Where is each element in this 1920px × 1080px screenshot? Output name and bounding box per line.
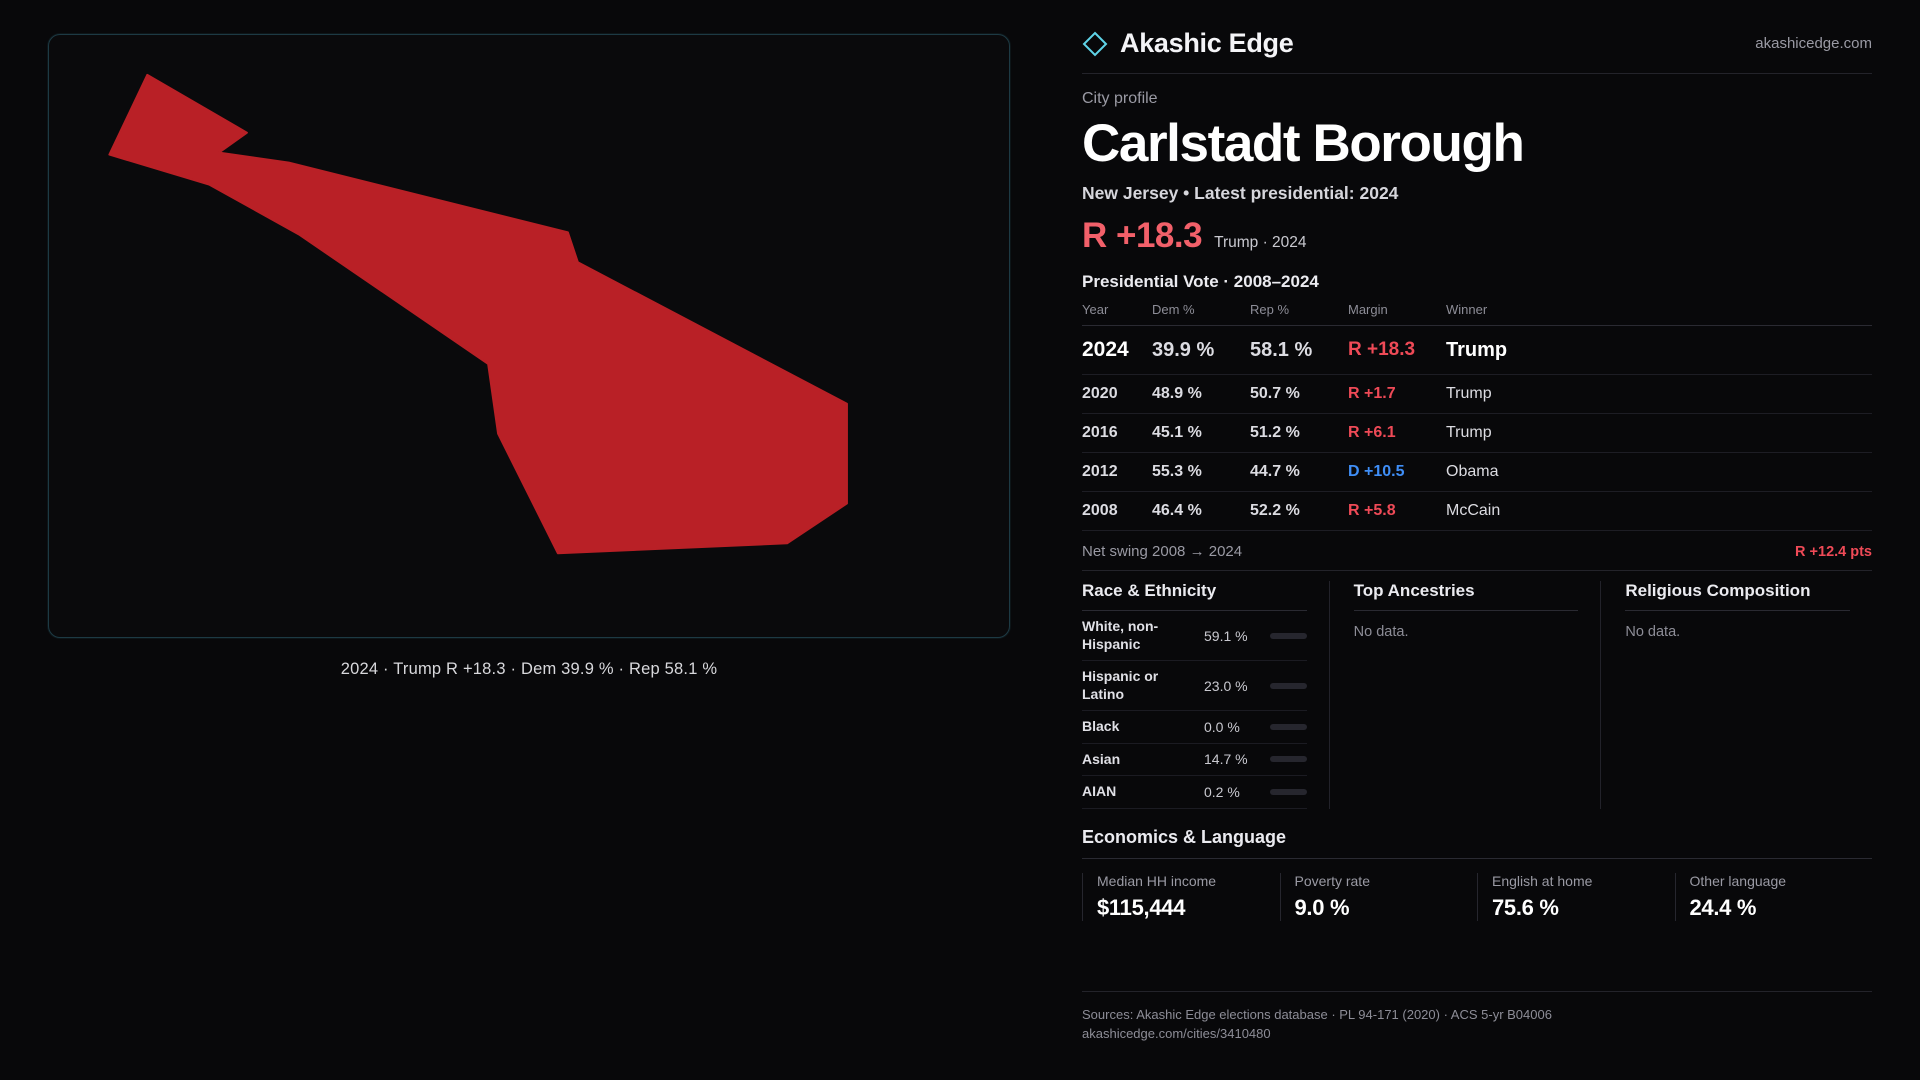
economics-title: Economics & Language (1082, 827, 1872, 859)
cell-dem: 48.9 % (1152, 375, 1250, 414)
headline-margin-detail: Trump · 2024 (1214, 234, 1307, 252)
religion-empty: No data. (1625, 624, 1681, 641)
cell-year: 2016 (1082, 414, 1152, 453)
brand-name: Akashic Edge (1120, 28, 1294, 58)
stat-value: 75.6 % (1492, 894, 1559, 920)
city-boundary-shape (109, 75, 847, 553)
stat-label: Poverty rate (1294, 872, 1370, 889)
col-rep: Rep % (1250, 302, 1348, 326)
cell-year: 2012 (1082, 453, 1152, 492)
stat-label: Median HH income (1097, 872, 1217, 889)
map-frame[interactable] (48, 34, 1010, 638)
col-margin: Margin (1348, 302, 1446, 326)
net-swing-value: R +12.4 pts (1795, 544, 1872, 561)
presidential-vote-table (1082, 302, 1872, 531)
footer (1082, 991, 1872, 1044)
page-title: Carlstadt Borough (1082, 114, 1524, 173)
stat-value: 24.4 % (1689, 894, 1757, 920)
page-kicker: City profile (1082, 90, 1158, 107)
religion-title: Religious Composition (1625, 581, 1850, 611)
list-item (1082, 711, 1307, 744)
brand-bar (1082, 28, 1872, 74)
list-item (1082, 661, 1307, 711)
stat-english-at-home (1477, 873, 1675, 921)
footer-sources: Sources: Akashic Edge elections database · PL 94-171 (2020) · ACS 5-yr B04006 (1082, 1007, 1552, 1023)
stat-value: 9.0 % (1294, 894, 1350, 920)
stat-label: Other language (1689, 872, 1787, 889)
race-title: Race & Ethnicity (1082, 581, 1307, 611)
cell-rep: 44.7 % (1250, 453, 1348, 492)
cell-rep: 58.1 % (1250, 326, 1348, 375)
list-item (1082, 611, 1307, 661)
economics-grid (1082, 873, 1872, 921)
race-value: 0.2 % (1204, 783, 1240, 800)
race-label: White, non-Hispanic (1082, 618, 1159, 652)
stat-median-hh-income (1082, 873, 1280, 921)
stat-label: English at home (1492, 872, 1593, 889)
table-row (1082, 492, 1872, 531)
race-value: 0.0 % (1204, 718, 1240, 735)
stat-other-language (1675, 873, 1873, 921)
race-bar-track (1270, 683, 1307, 689)
race-bar-track (1270, 756, 1307, 762)
stat-poverty-rate (1280, 873, 1478, 921)
cell-dem: 46.4 % (1152, 492, 1250, 531)
table-row (1082, 414, 1872, 453)
race-label: Black (1082, 718, 1120, 735)
cell-rep: 51.2 % (1250, 414, 1348, 453)
race-value: 59.1 % (1204, 627, 1248, 644)
col-winner: Winner (1446, 302, 1872, 326)
race-value: 14.7 % (1204, 751, 1248, 768)
top-ancestries-column (1329, 581, 1601, 809)
col-year: Year (1082, 302, 1152, 326)
cell-winner: McCain (1446, 492, 1872, 531)
stat-value: $115,444 (1097, 894, 1186, 920)
brand-left (1082, 28, 1293, 59)
cell-year: 2008 (1082, 492, 1152, 531)
cell-dem: 39.9 % (1152, 326, 1250, 375)
ancestries-empty: No data. (1353, 624, 1409, 641)
table-row (1082, 326, 1872, 375)
brand-url[interactable]: akashicedge.com (1755, 35, 1872, 52)
cell-dem: 55.3 % (1152, 453, 1250, 492)
cell-margin: R +18.3 (1348, 326, 1446, 375)
table-row (1082, 375, 1872, 414)
table-row (1082, 453, 1872, 492)
footer-permalink[interactable]: akashicedge.com/cities/3410480 (1082, 1026, 1271, 1042)
race-value: 23.0 % (1204, 677, 1248, 694)
race-label: Asian (1082, 750, 1121, 767)
net-swing-row (1082, 543, 1872, 571)
race-bar-track (1270, 633, 1307, 639)
city-boundary-map (49, 35, 1009, 637)
cell-rep: 52.2 % (1250, 492, 1348, 531)
net-swing-label: Net swing 2008 → 2024 (1082, 543, 1243, 561)
ancestries-title: Top Ancestries (1354, 581, 1579, 611)
cell-dem: 45.1 % (1152, 414, 1250, 453)
headline-margin-value: R +18.3 (1082, 216, 1203, 256)
map-caption: 2024 · Trump R +18.3 · Dem 39.9 % · Rep 58.1 % (340, 660, 718, 678)
col-dem: Dem % (1152, 302, 1250, 326)
cell-margin: R +6.1 (1348, 414, 1446, 453)
headline-margin (1082, 216, 1872, 256)
cell-margin: R +5.8 (1348, 492, 1446, 531)
religious-composition-column (1600, 581, 1872, 809)
vote-section-title: Presidential Vote · 2008–2024 (1082, 272, 1319, 292)
cell-winner: Trump (1446, 414, 1872, 453)
diamond-icon (1082, 31, 1108, 57)
page-subtitle: New Jersey • Latest presidential: 2024 (1082, 183, 1399, 204)
list-item (1082, 776, 1307, 809)
race-label: AIAN (1082, 783, 1117, 800)
info-panel (1040, 0, 1920, 1080)
list-item (1082, 744, 1307, 777)
cell-year: 2020 (1082, 375, 1152, 414)
race-bar-track (1270, 789, 1307, 795)
cell-rep: 50.7 % (1250, 375, 1348, 414)
demographics-columns (1082, 581, 1872, 809)
table-header-row (1082, 302, 1872, 326)
race-ethnicity-column (1082, 581, 1329, 809)
cell-winner: Trump (1446, 375, 1872, 414)
cell-year: 2024 (1082, 326, 1152, 375)
cell-winner: Obama (1446, 453, 1872, 492)
cell-margin: R +1.7 (1348, 375, 1446, 414)
cell-margin: D +10.5 (1348, 453, 1446, 492)
race-label: Hispanic or Latino (1082, 668, 1159, 702)
race-bar-track (1270, 724, 1307, 730)
cell-winner: Trump (1446, 326, 1872, 375)
